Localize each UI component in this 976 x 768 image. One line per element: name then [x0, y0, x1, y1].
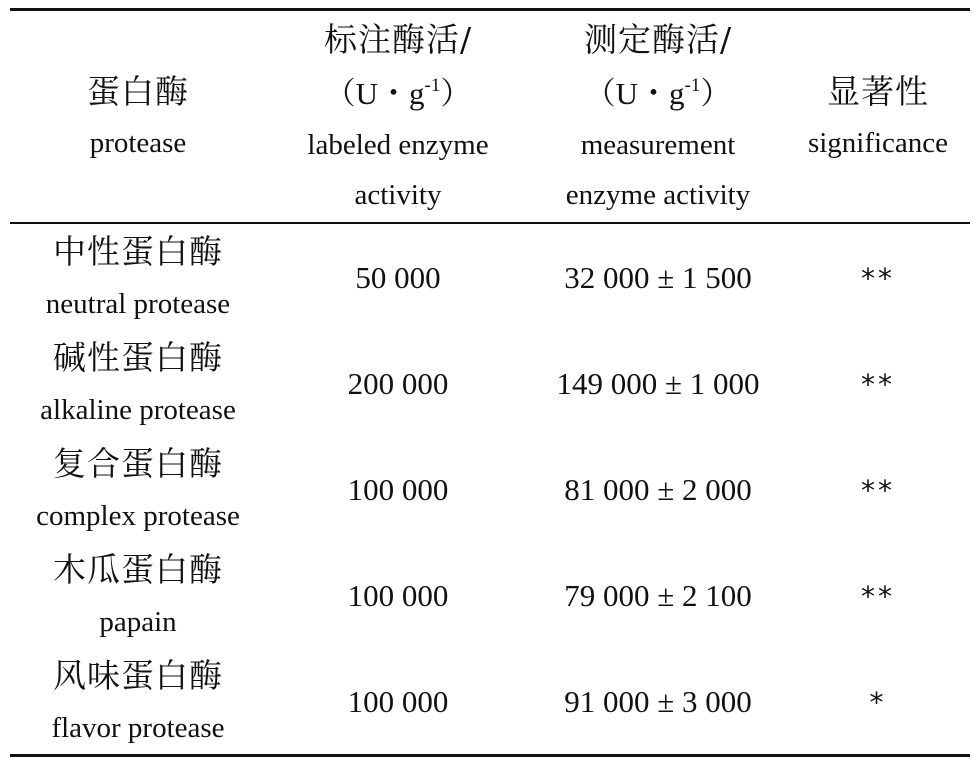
- row-4-measured: 79 000 ± 2 100: [564, 578, 752, 613]
- header-protease-zh: 蛋白酶: [87, 72, 189, 111]
- row-3-protease-en: complex protease: [36, 500, 240, 532]
- header-significance-zh: 显著性: [827, 72, 929, 111]
- row-1-protease-zh: 中性蛋白酶: [53, 232, 223, 271]
- table-top-rule: [10, 8, 970, 11]
- row-2-significance: **: [861, 368, 895, 401]
- header-measured-unit: （U・$g^{-1}$）: [584, 75, 732, 111]
- header-labeled-unit: （U・$g^{-1}$）: [324, 75, 472, 111]
- header-measured-en-line2: enzyme activity: [565, 179, 751, 211]
- header-labeled-en-line2: activity: [354, 179, 442, 211]
- row-4-protease-zh: 木瓜蛋白酶: [53, 550, 223, 589]
- row-5-protease-en: flavor protease: [51, 712, 225, 744]
- row-4-significance: **: [861, 580, 895, 613]
- row-2-protease-zh: 碱性蛋白酶: [53, 338, 223, 377]
- row-1-labeled: 50 000: [355, 260, 441, 295]
- row-3-labeled: 100 000: [347, 472, 449, 507]
- table-header-rule: [10, 222, 970, 224]
- row-1-measured: 32 000 ± 1 500: [564, 260, 752, 295]
- row-4-protease-en: papain: [99, 606, 177, 638]
- row-2-labeled: 200 000: [347, 366, 449, 401]
- row-5-labeled: 100 000: [347, 684, 449, 719]
- row-3-significance: **: [861, 474, 895, 507]
- row-4-labeled: 100 000: [347, 578, 449, 613]
- row-1-protease-en: neutral protease: [45, 288, 231, 320]
- header-protease-en: protease: [89, 127, 187, 159]
- header-labeled-en-line1: labeled enzyme: [307, 129, 489, 161]
- row-3-protease-zh: 复合蛋白酶: [53, 444, 223, 483]
- header-significance-en: significance: [807, 127, 949, 159]
- table-bottom-rule: [10, 754, 970, 757]
- row-2-protease-en: alkaline protease: [40, 394, 236, 426]
- row-5-significance: *: [869, 686, 887, 719]
- row-1-significance: **: [861, 262, 895, 295]
- row-3-measured: 81 000 ± 2 000: [564, 472, 752, 507]
- row-5-measured: 91 000 ± 3 000: [564, 684, 752, 719]
- header-measured-zh: 测定酶活/: [583, 20, 733, 59]
- header-measured-en-line1: measurement: [580, 129, 736, 161]
- header-labeled-zh: 标注酶活/: [323, 20, 473, 59]
- row-5-protease-zh: 风味蛋白酶: [53, 656, 223, 695]
- row-2-measured: 149 000 ± 1 000: [556, 366, 760, 401]
